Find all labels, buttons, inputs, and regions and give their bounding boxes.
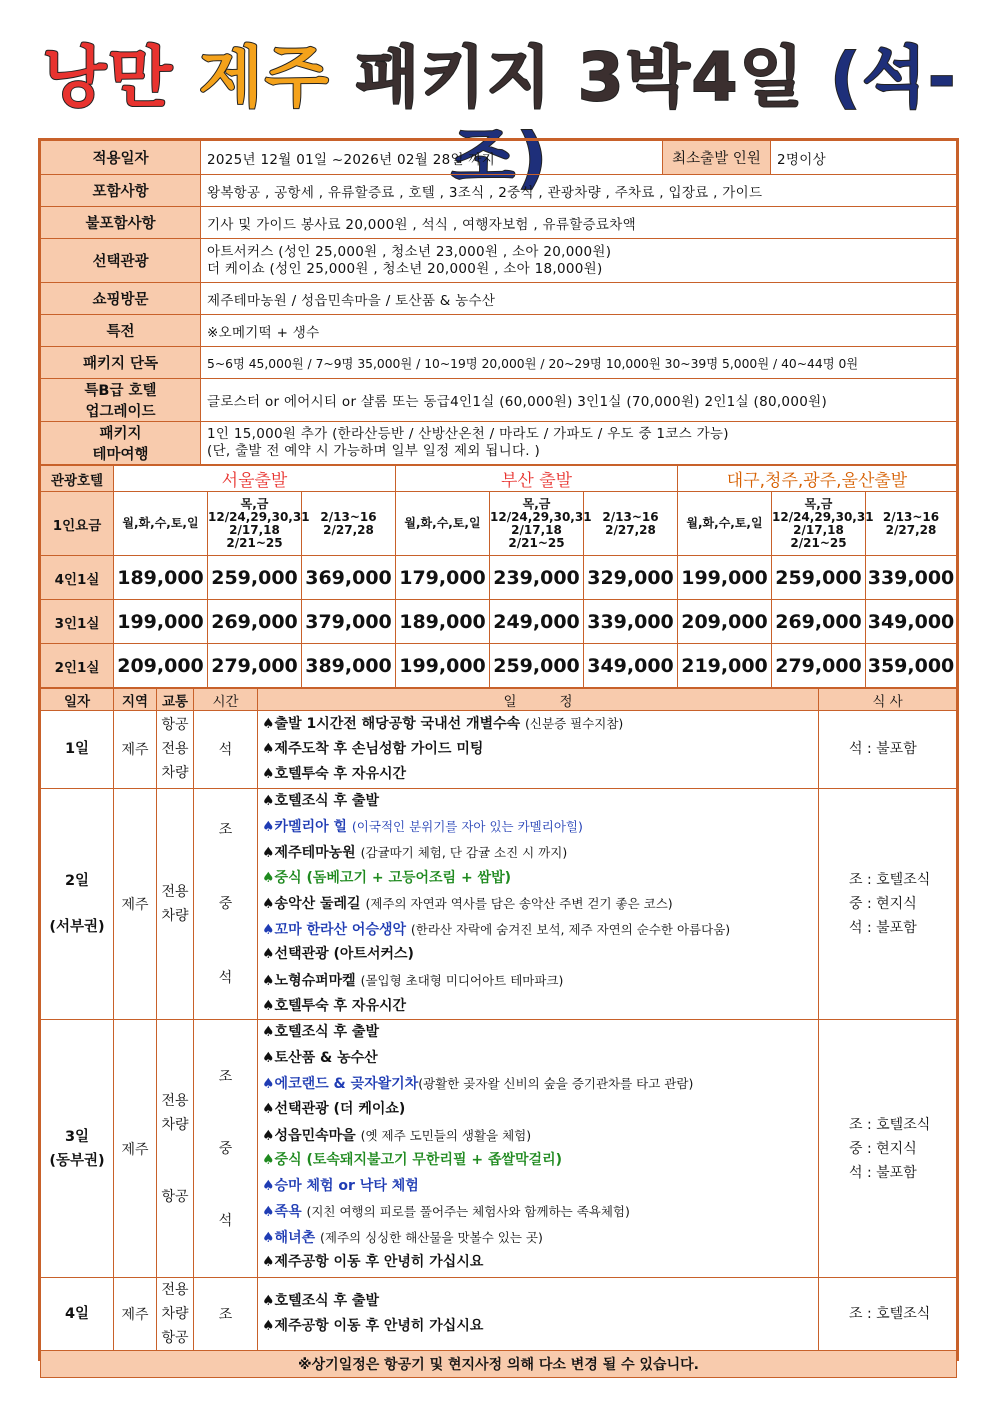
time-slot: 조	[218, 821, 233, 838]
price-row	[41, 600, 957, 644]
header-plan: 일 정	[258, 689, 819, 711]
plan-line-main: ♠해녀촌	[262, 1229, 320, 1246]
time-slot: 조	[218, 1068, 233, 1085]
theme-label	[41, 422, 201, 465]
price-cell: 219,000	[678, 644, 772, 688]
price-cell: 269,000	[208, 600, 302, 644]
col-special-line: 2/13~16	[882, 509, 940, 524]
day1-label: 1일	[41, 711, 114, 789]
plan-line	[262, 942, 818, 968]
col-peak	[772, 492, 874, 556]
plan-line	[262, 1123, 818, 1149]
price-cell: 339,000	[866, 556, 957, 600]
plan-line	[262, 737, 818, 763]
plan-line	[262, 840, 818, 866]
day3-area: (동부권)	[49, 1152, 105, 1169]
plan-line	[262, 1314, 818, 1340]
plan-line-main: ♠호텔투숙 후 자유시간	[262, 766, 407, 783]
shop-value: 제주테마농원 / 성읍민속마을 / 토산품 & 농수산	[201, 283, 957, 315]
day3-region: 제주	[114, 1020, 157, 1278]
col-peak-line: 2/21~25	[226, 535, 283, 550]
itinerary-table	[40, 688, 957, 1378]
price-cell: 199,000	[114, 600, 208, 644]
meal-item: 석 : 불포함	[849, 919, 917, 936]
transport-item: 차량	[161, 765, 189, 782]
min-people-label: 최소출발 인원	[663, 141, 771, 175]
group-value: 5~6명 45,000원 / 7~9명 35,000원 / 10~19명 20,000원 / 20~29명 10,000원 30~39명 5,000원 / 40~44명 0원	[201, 347, 957, 379]
plan-line-main: ♠중식 (토속돼지불고기 무한리필 + 좁쌀막걸리)	[262, 1152, 563, 1169]
price-table	[40, 465, 957, 688]
time-slot: 중	[218, 895, 233, 912]
plan-line	[262, 814, 818, 840]
plan-line	[262, 1148, 818, 1174]
plan-line-main: ♠호텔조식 후 출발	[262, 1292, 379, 1309]
transport-item: 전용	[161, 741, 189, 758]
theme-label-line-2: 테마여행	[92, 447, 149, 463]
col-peak-line: 12/24,29,30,31	[208, 509, 310, 524]
price-cell: 349,000	[866, 600, 957, 644]
day4-time: 조	[194, 1278, 258, 1351]
col-peak-line: 2/17,18	[793, 522, 844, 537]
day1-time: 석	[194, 711, 258, 789]
header-transport: 교통	[157, 689, 194, 711]
header-region: 지역	[114, 689, 157, 711]
plan-line-note: (광활한 곶자왈 신비의 숲을 증기관차를 타고 관람)	[418, 1076, 694, 1092]
plan-line	[262, 1250, 818, 1276]
price-cell: 249,000	[490, 600, 584, 644]
theme-line-1: 1인 15,000원 추가 (한라산등반 / 산방산온천 / 마라도 / 가파도 / 우도 중 1코스 가능)	[207, 426, 729, 442]
day3-label	[41, 1020, 114, 1278]
plan-line-main: ♠성읍민속마을	[262, 1127, 361, 1144]
day3-meals	[819, 1020, 957, 1278]
plan-line-main: ♠카멜리아 힐	[262, 819, 352, 836]
title-part-romance: 낭만	[42, 39, 175, 116]
col-special-line: 2/27,28	[605, 522, 656, 537]
plan-line	[262, 917, 818, 943]
title-part-meals: (석-조)	[451, 39, 958, 196]
plan-line-main: ♠중식 (돔베고기 + 고등어조림 + 쌈밥)	[262, 869, 511, 886]
transport-item: 항공	[161, 717, 189, 734]
plan-line	[262, 1046, 818, 1072]
day2-area: (서부권)	[49, 918, 105, 935]
upgrade-label-line-2: 업그레이드	[85, 404, 156, 420]
col-weekday: 월,화,수,토,일	[396, 492, 490, 556]
col-peak-line: 2/21~25	[790, 535, 847, 550]
col-peak-line: 목,금	[522, 496, 551, 511]
group-seoul: 서울출발	[114, 466, 396, 492]
col-special-line: 2/13~16	[602, 509, 659, 524]
plan-line-main: ♠족욕	[262, 1204, 307, 1221]
price-cell: 199,000	[678, 556, 772, 600]
period-label: 적용일자	[41, 141, 201, 175]
meal-item: 중 : 현지식	[849, 895, 917, 912]
meal-item: 조 : 호텔조식	[849, 871, 931, 888]
plan-line-note: (지친 여행의 피로를 풀어주는 체험사와 함께하는 족욕체험)	[306, 1204, 630, 1220]
plan-line-main: ♠승마 체험 or 낙타 체험	[262, 1177, 419, 1194]
plan-line-main: ♠송악산 둘레길	[262, 896, 366, 913]
price-cell: 259,000	[490, 644, 584, 688]
plan-line	[262, 1020, 818, 1046]
group-busan: 부산 출발	[396, 466, 678, 492]
plan-line-note: (몰입형 초대형 미디어아트 테마파크)	[360, 972, 564, 988]
col-special	[584, 492, 678, 556]
plan-line-note: (제주의 싱싱한 해산물을 맛볼수 있는 곳)	[320, 1229, 543, 1245]
day4-plan	[258, 1278, 819, 1351]
meal-item: 석 : 불포함	[849, 1164, 917, 1181]
time-slot: 석	[218, 969, 233, 986]
transport-item: 항공	[161, 1330, 189, 1347]
price-cell: 189,000	[114, 556, 208, 600]
theme-line-2: (단, 출발 전 예약 시 가능하며 일부 일정 제외 됩니다. )	[207, 443, 541, 459]
exclude-label: 불포함사항	[41, 207, 201, 239]
price-cell: 209,000	[114, 644, 208, 688]
min-people-value: 2명이상	[771, 141, 957, 175]
plan-line-note: (제주의 자연과 역사를 담은 송악산 주변 걷기 좋은 코스)	[365, 896, 673, 912]
include-value: 왕복항공 , 공항세 , 유류할증료 , 호텔 , 3조식 , 2중식 , 관광차량 , 주차료 , 입장료 , 가이드	[201, 175, 957, 207]
price-cell: 379,000	[302, 600, 396, 644]
price-cell: 179,000	[396, 556, 490, 600]
room-type-label: 4인1실	[41, 556, 114, 600]
price-cell: 349,000	[584, 644, 678, 688]
title-part-jeju: 제주	[199, 39, 331, 116]
header-day: 일자	[41, 689, 114, 711]
day1-region: 제주	[114, 711, 157, 789]
bonus-label: 특전	[41, 315, 201, 347]
transport-item: 전용	[161, 1092, 189, 1109]
meal-item: 중 : 현지식	[849, 1140, 917, 1157]
day2-number: 2일	[64, 872, 90, 889]
plan-line-main: ♠꼬마 한라산 어승생악	[262, 921, 411, 938]
document-frame	[38, 138, 959, 1374]
plan-line	[262, 711, 818, 737]
day2-label	[41, 788, 114, 1019]
price-cell: 199,000	[396, 644, 490, 688]
col-weekday: 월,화,수,토,일	[678, 492, 772, 556]
col-peak-line: 목,금	[804, 496, 833, 511]
plan-line	[262, 1097, 818, 1123]
col-special	[866, 492, 957, 556]
plan-line-note: (감귤따기 체험, 단 감귤 소진 시 까지)	[360, 844, 568, 860]
day3-number: 3일	[64, 1128, 90, 1145]
transport-item: 차량	[161, 1306, 189, 1323]
option-label: 선택관광	[41, 239, 201, 283]
plan-line-main: ♠출발 1시간전 해당공항 국내선 개별수속	[262, 716, 526, 732]
price-rows	[41, 556, 957, 688]
day4-region: 제주	[114, 1278, 157, 1351]
theme-value	[201, 422, 957, 465]
col-peak-line: 2/17,18	[229, 522, 280, 537]
plan-line-main: ♠제주도착 후 손님성함 가이드 미팅	[262, 740, 484, 757]
col-special-line: 2/27,28	[323, 522, 374, 537]
day2-meals	[819, 788, 957, 1019]
plan-line-main: ♠호텔조식 후 출발	[262, 1024, 379, 1041]
plan-line	[262, 994, 818, 1020]
plan-line	[262, 1225, 818, 1251]
plan-line	[262, 1199, 818, 1225]
title-part-duration: 3박4일	[577, 39, 806, 116]
info-table	[40, 140, 957, 465]
plan-line-note: (신분증 필수지참)	[525, 716, 624, 731]
option-value	[201, 239, 957, 283]
plan-line	[262, 789, 818, 815]
upgrade-label-line-1: 특B급 호텔	[84, 383, 157, 399]
plan-line	[262, 1174, 818, 1200]
day2-transport	[157, 788, 194, 1019]
price-cell: 339,000	[584, 600, 678, 644]
transport-item: 항공	[161, 1188, 189, 1205]
day2-plan	[258, 788, 819, 1019]
price-cell: 369,000	[302, 556, 396, 600]
price-cell: 259,000	[208, 556, 302, 600]
plan-line-main: ♠제주공항 이동 후 안녕히 가십시요	[262, 1254, 484, 1271]
plan-line	[262, 762, 818, 788]
price-row	[41, 644, 957, 688]
room-type-label: 3인1실	[41, 600, 114, 644]
plan-line-main: ♠호텔투숙 후 자유시간	[262, 997, 407, 1014]
col-peak-line: 2/17,18	[511, 522, 562, 537]
day1-transport	[157, 711, 194, 789]
option-line-2: 더 케이쇼 (성인 25,000원 , 청소년 20,000원 , 소아 18,000원)	[207, 260, 603, 277]
col-peak	[490, 492, 592, 556]
price-cell: 209,000	[678, 600, 772, 644]
plan-line-main: ♠토산품 & 농수산	[262, 1049, 378, 1066]
header-time: 시간	[194, 689, 258, 711]
price-cell: 359,000	[866, 644, 957, 688]
col-peak	[208, 492, 310, 556]
plan-line	[262, 968, 818, 994]
plan-line-main: ♠제주공항 이동 후 안녕히 가십시요	[262, 1318, 484, 1335]
hotel-grade-label: 관광호텔	[41, 466, 114, 492]
col-special	[302, 492, 396, 556]
price-cell: 259,000	[772, 556, 866, 600]
group-label: 패키지 단독	[41, 347, 201, 379]
header-meal: 식 사	[819, 689, 957, 711]
plan-line-main: ♠선택관광 (아트서커스)	[262, 946, 414, 963]
price-cell: 389,000	[302, 644, 396, 688]
price-cell: 239,000	[490, 556, 584, 600]
plan-line	[262, 866, 818, 892]
plan-line	[262, 1289, 818, 1315]
plan-line-main: ♠노형슈퍼마켙	[262, 972, 361, 989]
plan-line-main: ♠제주테마농원	[262, 844, 361, 861]
footer-notice: ※상기일정은 항공기 및 현지사정 의해 다소 변경 될 수 있습니다.	[41, 1351, 957, 1378]
transport-item: 차량	[161, 907, 189, 924]
plan-line-main: ♠선택관광 (더 케이쇼)	[262, 1100, 406, 1117]
plan-line-note: (한라산 자락에 숨겨진 보석, 제주 자연의 순수한 아름다움)	[410, 921, 731, 937]
price-cell: 329,000	[584, 556, 678, 600]
day3-time	[194, 1020, 258, 1278]
day1-meals	[819, 711, 957, 789]
transport-item: 차량	[161, 1116, 189, 1133]
price-row	[41, 556, 957, 600]
col-peak-line: 12/24,29,30,31	[772, 509, 874, 524]
day2-time	[194, 788, 258, 1019]
day1-plan	[258, 711, 819, 789]
col-weekday: 월,화,수,토,일	[114, 492, 208, 556]
exclude-value: 기사 및 가이드 봉사료 20,000원 , 석식 , 여행자보험 , 유류할증료차액	[201, 207, 957, 239]
title-part-package: 패키지	[355, 39, 553, 116]
include-label: 포함사항	[41, 175, 201, 207]
meal-item: 석 : 불포함	[849, 741, 917, 758]
time-slot: 중	[218, 1140, 233, 1157]
option-line-1: 아트서커스 (성인 25,000원 , 청소년 23,000원 , 소아 20,000원)	[207, 243, 612, 260]
plan-line	[262, 1071, 818, 1097]
upgrade-label	[41, 379, 201, 422]
day4-transport	[157, 1278, 194, 1351]
price-cell: 279,000	[208, 644, 302, 688]
plan-line-note: (옛 제주 도민들의 생활을 체험)	[360, 1127, 532, 1143]
upgrade-value: 글로스터 or 에어시티 or 샬롬 또는 동급4인1실 (60,000원) 3인1실 (70,000원) 2인1실 (80,000원)	[201, 379, 957, 422]
col-peak-line: 12/24,29,30,31	[490, 509, 592, 524]
plan-line-note: (이국적인 분위기를 자아 있는 카멜리아힐)	[351, 819, 583, 835]
transport-item: 전용	[161, 883, 189, 900]
price-cell: 269,000	[772, 600, 866, 644]
period-value: 2025년 12월 01일 ~2026년 02월 28일 까지	[201, 141, 663, 175]
price-cell: 279,000	[772, 644, 866, 688]
day3-plan	[258, 1020, 819, 1278]
day4-meals	[819, 1278, 957, 1351]
group-daegu: 대구,청주,광주,울산출발	[678, 466, 957, 492]
meal-item: 조 : 호텔조식	[849, 1306, 931, 1323]
day3-transport	[157, 1020, 194, 1278]
theme-label-line-1: 패키지	[99, 426, 142, 442]
day4-label: 4일	[41, 1278, 114, 1351]
bonus-value: ※오메기떡 + 생수	[201, 315, 957, 347]
shop-label: 쇼핑방문	[41, 283, 201, 315]
meal-item: 조 : 호텔조식	[849, 1116, 931, 1133]
plan-line-main: ♠호텔조식 후 출발	[262, 792, 379, 809]
time-slot: 석	[218, 1212, 233, 1229]
col-peak-line: 목,금	[240, 496, 269, 511]
day2-region: 제주	[114, 788, 157, 1019]
fee-label: 1인요금	[41, 492, 114, 556]
plan-line	[262, 891, 818, 917]
room-type-label: 2인1실	[41, 644, 114, 688]
transport-item: 전용	[161, 1282, 189, 1299]
plan-line-main: ♠에코랜드 & 곶자왈기차	[262, 1076, 419, 1093]
col-special-line: 2/27,28	[885, 522, 937, 537]
price-cell: 189,000	[396, 600, 490, 644]
col-special-line: 2/13~16	[320, 509, 377, 524]
col-peak-line: 2/21~25	[508, 535, 565, 550]
